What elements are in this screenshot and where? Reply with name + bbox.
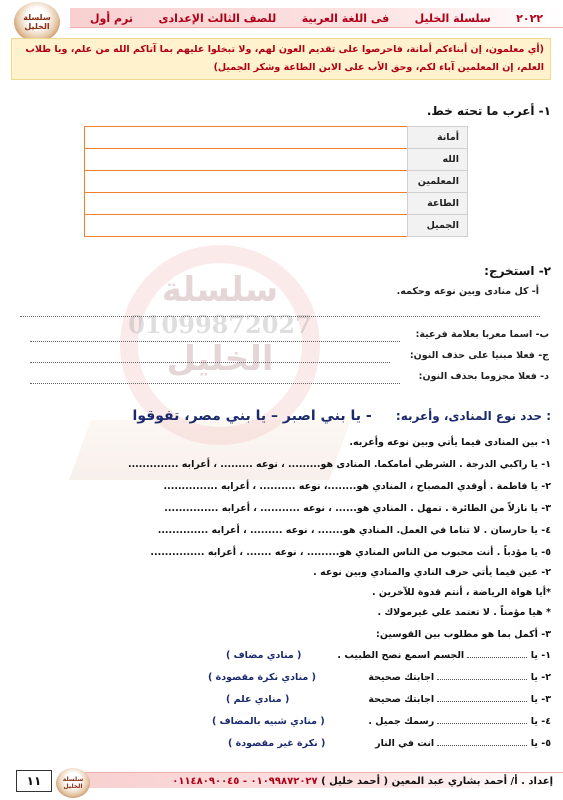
parse-word: الطاعة <box>408 193 468 215</box>
parse-answer-cell[interactable] <box>85 127 408 149</box>
watermark-top: سلسلة <box>161 270 279 310</box>
page-number: ١١ <box>16 770 52 792</box>
page-footer <box>0 760 563 800</box>
header-grade: للصف الثالث الإعدادى <box>158 11 277 25</box>
complete-num: ٣- يا <box>530 694 551 705</box>
complete-blank[interactable] <box>437 738 527 746</box>
footer-text <box>172 776 553 787</box>
table-row <box>85 127 468 149</box>
watermark-phone: 01099872027 <box>128 310 312 339</box>
complete-row <box>368 672 551 683</box>
q2-title: ٢- عين فيما يأتي حرف النادي والمنادي وبين نوعه . <box>313 567 551 578</box>
section2-d: د- فعلا مجزوما بحذف النون: <box>418 371 549 382</box>
complete-num: ٥- يا <box>530 738 551 749</box>
parse-answer-cell[interactable] <box>85 149 408 171</box>
complete-hint: ( نكرة غير مقصودة ) <box>228 738 326 749</box>
footer-logo-text: سلسلة الخليل <box>62 776 84 790</box>
table-row <box>85 193 468 215</box>
footer-nickname: ( أحمد خليل ) <box>321 776 389 787</box>
parse-answer-cell[interactable] <box>85 193 408 215</box>
parse-word: الله <box>408 149 468 171</box>
watermark-book <box>69 420 351 480</box>
parse-word: الجميل <box>408 215 468 237</box>
header-logo <box>14 2 60 42</box>
section2-c: ج- فعلا مبنيا على حذف النون: <box>409 350 549 361</box>
complete-row <box>337 650 551 661</box>
answer-line[interactable] <box>20 316 540 317</box>
section3-example: - يا بني اصبر – يا بني مصر، تفوقوا <box>132 408 372 424</box>
section2-b: ب- اسما معربا بعلامة فرعية: <box>415 329 549 340</box>
table-row <box>85 149 468 171</box>
complete-blank[interactable] <box>437 694 527 702</box>
answer-line[interactable] <box>30 362 390 363</box>
q1-item: ١- يا راكبي الدرجة . الشرطي أمامكما. المنادى هو......... ، نوعه ......... ، أعرابه .............. <box>127 459 551 470</box>
parse-answer-cell[interactable] <box>85 171 408 193</box>
header-year: ٢٠٢٢ <box>516 11 543 25</box>
parse-answer-cell[interactable] <box>85 215 408 237</box>
page-header <box>0 0 563 30</box>
q2-item: *أيا هواة الرياضة ، أنتم قدوة للآخرين . <box>372 587 551 598</box>
parse-word: المعلمين <box>408 171 468 193</box>
answer-line[interactable] <box>30 383 400 384</box>
complete-text: رسمك جميل . <box>368 716 435 727</box>
footer-phones: ٠١٠٩٩٨٧٢٠٢٧ - ٠١١٤٨٠٩٠٠٤٥ <box>172 776 318 787</box>
complete-hint: ( منادي شبيه بالمضاف ) <box>212 716 325 727</box>
header-text <box>90 9 543 27</box>
complete-text: الجسم اسمع نصح الطبيب . <box>337 650 465 661</box>
complete-num: ١- يا <box>530 650 551 661</box>
complete-blank[interactable] <box>437 716 527 724</box>
footer-logo <box>56 768 90 798</box>
section2-title: ٢- استخرج: <box>484 264 551 278</box>
table-row <box>85 171 468 193</box>
q2-item: * هيا مؤمناً . لا تعتمد علي غيرمولاك . <box>377 607 551 618</box>
footer-author: إعداد . أ/ أحمد بشاري عبد المعين <box>391 776 553 787</box>
section3-heading <box>133 408 551 424</box>
complete-blank[interactable] <box>467 650 527 658</box>
complete-row <box>368 716 551 727</box>
watermark-bottom: الخليل <box>166 339 274 379</box>
complete-blank[interactable] <box>437 672 527 680</box>
complete-num: ٤- يا <box>530 716 551 727</box>
complete-text: اجابتك صحيحة <box>368 672 435 683</box>
section2-a: أ- كل منادى وبين نوعه وحكمه. <box>396 286 539 297</box>
complete-num: ٢- يا <box>530 672 551 683</box>
q3-title: ٣- أكمل بما هو مطلوب بين القوسين: <box>376 629 551 640</box>
table-row <box>85 215 468 237</box>
quote-box: (أي معلمون، إن أبناءكم أمانة، فاحرصوا على تقديم العون لهم، ولا تبخلوا عليهم بما آتاكم الله من علم، ويا طلاب العلم، إن المعلمين آباء لكم، وحق الأب على الابن الطاعة وشكر الجميل) <box>11 38 551 80</box>
parse-word: أمانة <box>408 127 468 149</box>
complete-hint: ( منادي مضاف ) <box>226 650 302 661</box>
q1-item: ٣- يا نازلاً من الطائرة . تمهل . المنادي هو...... ، نوعه ........... ، أعرابه ............... <box>164 503 551 514</box>
q1-item: ٤- يا حارسان . لا تناما في العمل. المنادي هو....... ، نوعه ......... ، أعرابه .............. <box>157 525 551 536</box>
header-subject: فى اللغة العربية <box>301 11 390 25</box>
header-term: ترم أول <box>90 11 134 25</box>
q1-item: ٢- يا فاطمة . أوقدي المصباح ، المنادي هو........، نوعه .......... ، أعرابه ............... <box>163 481 551 492</box>
header-logo-text: سلسلة الخليل <box>23 13 51 31</box>
complete-hint: ( منادي علم ) <box>226 694 290 705</box>
q1-item: ٥- يا مؤدباً . أنت محبوب من الناس المنادي هو......... ، نوعه ....... ، أعرابه ............... <box>150 547 551 558</box>
section1-title: ١- أعرب ما تحته خط. <box>426 104 551 118</box>
section3-label: : حدد نوع المنادى، وأعربه: <box>395 409 551 423</box>
complete-row <box>368 694 551 705</box>
complete-hint: ( منادي نكرة مقصودة ) <box>208 672 316 683</box>
complete-row <box>375 738 551 749</box>
parse-table <box>84 126 468 237</box>
complete-text: انت في النار <box>375 738 435 749</box>
complete-text: اجابتك صحيحة <box>368 694 435 705</box>
header-series: سلسلة الخليل <box>414 11 491 25</box>
answer-line[interactable] <box>30 341 400 342</box>
q1-title: ١- بين المنادى فيما يأتي وبين نوعه وأعربه. <box>349 437 551 448</box>
